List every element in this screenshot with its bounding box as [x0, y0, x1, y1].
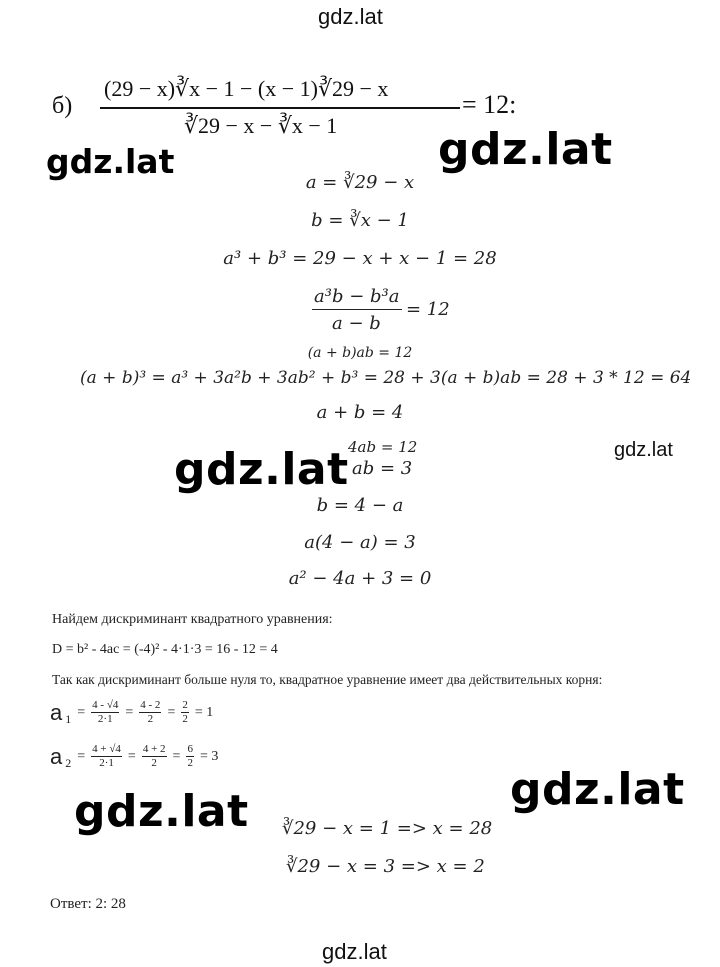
watermark-top: gdz.lat: [318, 4, 383, 29]
step-ab-equation: (a + b)ab = 12: [307, 345, 413, 361]
step-a-plus-b: a + b = 4: [316, 402, 404, 423]
root-a2-f3-den: 2: [187, 757, 193, 769]
discriminant-intro: Найдем дискриминант квадратного уравнения:: [52, 612, 333, 627]
root-a2-f2-num: 4 + 2: [142, 743, 166, 755]
step-a-definition: a = ∛29 − x: [305, 172, 415, 193]
problem-rhs: = 12:: [462, 90, 517, 119]
root-a2-result: = 3: [199, 748, 219, 764]
step-fraction-denominator: a − b: [332, 313, 381, 334]
watermark-bottom: gdz.lat: [322, 939, 387, 964]
answer: Ответ: 2: 28: [50, 896, 126, 912]
step-fraction-numerator: a³b − b³a: [314, 286, 400, 307]
root-a1-f3-num: 2: [182, 699, 188, 711]
step-b-definition: b = ∛x − 1: [311, 210, 409, 231]
discriminant-formula: D = b² - 4ac = (-4)² - 4·1·3 = 16 - 12 = 4: [52, 642, 278, 657]
root-a2-fraction-2: [142, 743, 167, 770]
watermark-lower-left: gdz.lat: [74, 786, 249, 837]
root-a1-label: a: [50, 699, 63, 725]
root-a1-fraction-1: [91, 699, 119, 726]
watermark-lower-right: gdz.lat: [510, 764, 685, 815]
root-a2: a 2 = $\frac{4 + √4}{2\cdot 1}$ = $\frac{4 + 2}{2}$ = $\frac{6}{2}$ = 3: [50, 743, 219, 770]
root-a1-fraction-3: [181, 699, 189, 726]
root-a1-f1-num: 4 - √4: [92, 699, 119, 711]
step-a-equation: a(4 − a) = 3: [304, 532, 416, 553]
root-a2-f3-num: 6: [187, 743, 193, 755]
root-a2-f1-num: 4 + √4: [92, 743, 121, 755]
watermark-mid-small: gdz.lat: [614, 439, 673, 461]
problem-fraction-bar: [100, 107, 460, 109]
step-four-ab: 4ab = 12: [348, 438, 418, 456]
root-a1-f1-den: 2·1: [97, 713, 113, 725]
root-x-28: ∛29 − x = 1 => x = 28: [282, 818, 493, 839]
step-quadratic: a² − 4a + 3 = 0: [288, 568, 432, 589]
root-a2-f2-den: 2: [151, 757, 157, 769]
root-a2-fraction-3: [186, 743, 194, 770]
root-a1-f2-num: 4 - 2: [140, 699, 161, 711]
root-a1-equals: =: [77, 704, 86, 720]
root-a2-f1-den: 2·1: [99, 757, 114, 769]
watermark-mid-big: gdz.lat: [174, 444, 349, 495]
root-a1-subscript: 1: [65, 712, 72, 726]
two-roots-statement: Так как дискриминант больше нуля то, квадратное уравнение имеет два действительных корня:: [52, 672, 603, 687]
root-x-2: ∛29 − x = 3 => x = 2: [286, 856, 485, 877]
root-a2-label: a: [50, 743, 63, 769]
root-a1-f3-den: 2: [182, 713, 188, 725]
step-b-expression: b = 4 − a: [316, 495, 404, 516]
root-a1: a 1 = $\frac{4 - √4}{2\cdot 1}$ = $\frac{4 - 2}{2}$ = $\frac{2}{2}$ = 1: [50, 699, 214, 726]
step-fraction-rhs: = 12: [406, 299, 450, 320]
watermark-left: gdz.lat: [46, 142, 175, 181]
problem-numerator: (29 − x)∛x − 1 − (x − 1)∛29 − x: [104, 76, 389, 101]
root-a2-subscript: 2: [65, 756, 72, 770]
root-a1-result: = 1: [194, 704, 214, 720]
step-ab-three: ab = 3: [352, 458, 413, 479]
root-a2-fraction-1: [91, 743, 122, 770]
root-a1-fraction-2: [139, 699, 161, 726]
step-sum-of-cubes: a³ + b³ = 29 − x + x − 1 = 28: [223, 248, 497, 269]
step-cube-expansion: (a + b)³ = a³ + 3a²b + 3ab² + b³ = 28 + 3(a + b)ab = 28 + 3 * 12 = 64: [80, 368, 692, 388]
problem-denominator: ∛29 − x − ∛x − 1: [184, 113, 338, 138]
watermark-right: gdz.lat: [438, 124, 613, 175]
problem-label: б): [52, 93, 73, 119]
root-a1-f2-den: 2: [147, 713, 154, 725]
step-fraction-bar: [312, 309, 402, 310]
